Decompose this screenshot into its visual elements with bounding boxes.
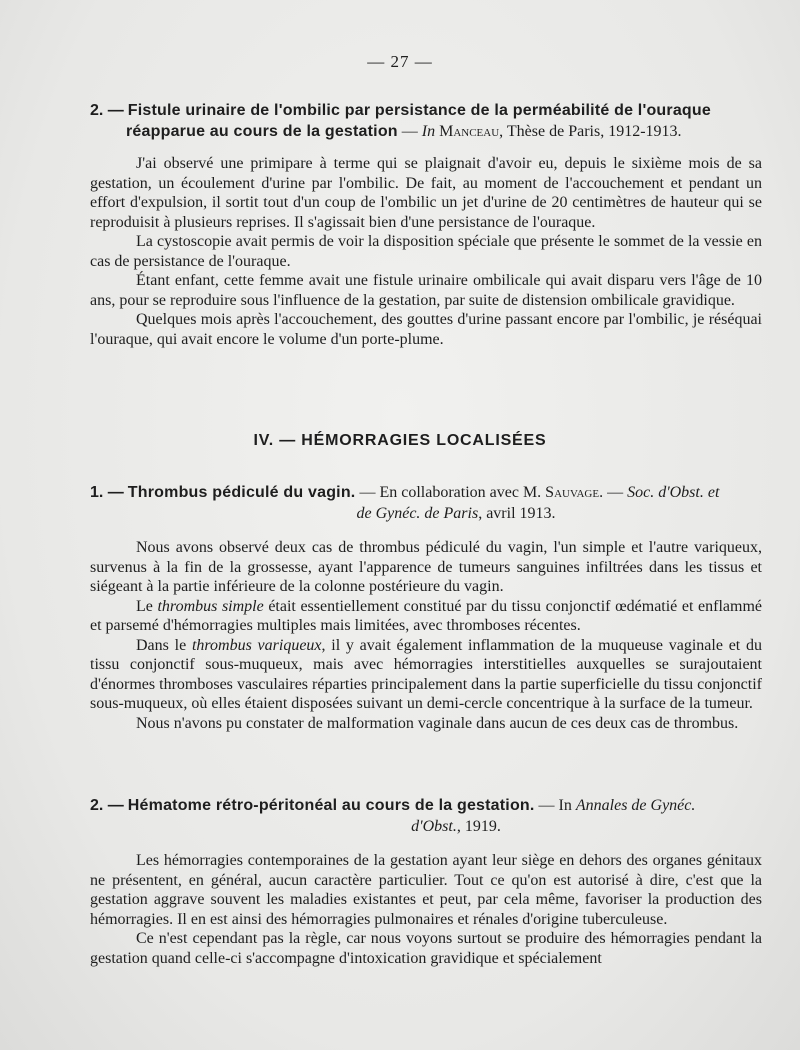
entry-heading: 2. — Hématome rétro-péritonéal au cours de la gestation. — In Annales de Gynéc. d'Obst., 1919. [90, 797, 696, 835]
reference: , Thèse de Paris, 1912-1913. [499, 123, 682, 140]
paragraph: Le thrombus simple était essentiellement constitué par du tissu conjonctif œdématié et enflammé et parsemé d'hémorragies multiples mais limitées, avec thromboses récentes. [90, 597, 762, 634]
reference-date: , 1919. [456, 818, 501, 835]
entry-title-continued: réapparue au cours de la gestation [126, 123, 398, 140]
paragraph: Dans le thrombus variqueux, il y avait également inflammation de la muqueuse vaginale et du tissu conjonctif sous-muqueux, mais avec hémorragies interstitielles auxquelles se surajoutaient d'énormes thromboses vasculaires réparties principalement dans la partie superficielle du tissu conjonctif sous-muqueux, où elles étaient disposées suivant un demi-cercle concentrique à la surface de la tumeur. [90, 636, 762, 712]
paragraph: Nous avons observé deux cas de thrombus pédiculé du vagin, l'un simple et l'autre variqueux, survenus à la fin de la grossesse, ayant l'apparence de tumeurs sanguines infiltrées dans les tissus et siégeant à la partie inférieure de la colonne postérieure du vagin. [90, 539, 762, 595]
paragraph: Nous n'avons pu constater de malformation vaginale dans aucun de ces deux cas de thrombus. [136, 714, 739, 732]
entry-thrombus [90, 482, 762, 733]
author-name: Sauvage [545, 484, 600, 501]
paragraph: J'ai observé une primipare à terme qui se plaignait d'avoir eu, depuis le sixième mois de sa gestation, un écoulement d'urine par l'ombilic. De fait, au moment de l'accouchement et pendant un effort d'expulsion, il sortit tout d'un coup de l'ombilic un jet d'urine de 20 centimètres de hauteur qui se reproduisit à plusieurs reprises. Il s'agissait bien d'une persistance de l'ouraque. [90, 155, 762, 231]
entry-title: Thrombus pédiculé du vagin. [127, 484, 356, 501]
paragraph: Les hémorragies contemporaines de la gestation ayant leur siège en dehors des organes génitaux ne présentent, en général, aucun caractère particulier. Tout ce qu'on est autorisé à dire, c'est que la gestation aggrave souvent les maladies existantes et peut, par cela même, favoriser la production des hémorragies. Il en est ainsi des hémorragies pulmonaires et rénales d'origine tuberculeuse. [90, 852, 762, 928]
reference-date: , avril 1913. [478, 505, 556, 522]
entry-title: Hématome rétro-péritonéal au cours de la gestation. [127, 797, 535, 814]
paragraph: Quelques mois après l'accouchement, des gouttes d'urine passant encore par l'ombilic, je réséquai l'ouraque, qui avait encore le volume d'un porte-plume. [90, 311, 762, 348]
entry-number: 1. — [90, 484, 124, 501]
entry-title: Fistule urinaire de l'ombilic par persistance de la perméabilité de l'ouraque [127, 102, 711, 119]
entry-number: 2. — [90, 102, 124, 119]
entry-number: 2. — [90, 797, 124, 814]
paragraph: La cystoscopie avait permis de voir la disposition spéciale que présente le sommet de la vessie en cas de persistance de l'ouraque. [90, 233, 762, 270]
entry-heading: 1. — Thrombus pédiculé du vagin. — En collaboration avec M. Sauvage. — Soc. d'Obst. et de Gynéc. de Paris, avril 1913. [90, 484, 720, 522]
paragraph: Ce n'est cependant pas la règle, car nous voyons surtout se produire des hémorragies pendant la gestation quand celle-ci s'accompagne d'intoxication gravidique et spécialement [90, 930, 762, 967]
journal-name: de Gynéc. de Paris [356, 505, 479, 522]
entry-hematoma [90, 795, 762, 968]
paragraph: Étant enfant, cette femme avait une fistule urinaire ombilicale qui avait disparu vers l'âge de 10 ans, pour se reproduire sous l'influence de la gestation, par suite de distension ombilicale gravidique. [90, 272, 762, 309]
section-title: IV. — HÉMORRAGIES LOCALISÉES [253, 432, 547, 449]
journal-name: d'Obst. [411, 818, 457, 835]
entry-urinary-fistula [90, 100, 762, 349]
author-name: Manceau [439, 123, 500, 140]
entry-heading: 2. — Fistule urinaire de l'ombilic par persistance de la perméabilité de l'ouraque réapparue au cours de la gestation — In Manceau, Thèse de Paris, 1912-1913. [90, 102, 711, 140]
page-number: — 27 — [367, 52, 433, 71]
